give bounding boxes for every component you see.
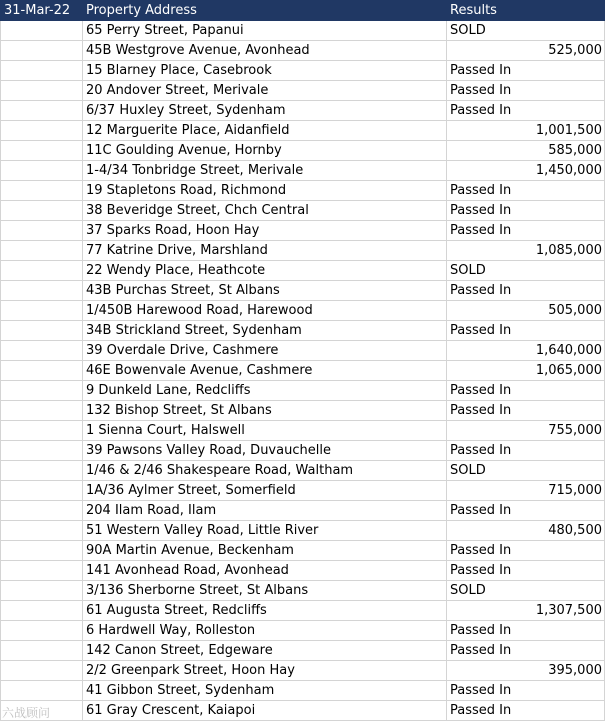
table-row <box>1 101 605 121</box>
address-cell[interactable]: 38 Beveridge Street, Chch Central <box>83 201 447 221</box>
row-blank-cell[interactable] <box>1 261 83 281</box>
result-cell[interactable]: Passed In <box>447 381 605 401</box>
table-row <box>1 461 605 481</box>
address-cell[interactable]: 141 Avonhead Road, Avonhead <box>83 561 447 581</box>
address-cell[interactable]: 2/2 Greenpark Street, Hoon Hay <box>83 661 447 681</box>
table-row <box>1 41 605 61</box>
row-blank-cell[interactable] <box>1 21 83 41</box>
result-cell[interactable]: 1,640,000 <box>447 341 605 361</box>
address-cell[interactable]: 12 Marguerite Place, Aidanfield <box>83 121 447 141</box>
address-cell[interactable]: 41 Gibbon Street, Sydenham <box>83 681 447 701</box>
row-blank-cell[interactable] <box>1 61 83 81</box>
address-cell[interactable]: 37 Sparks Road, Hoon Hay <box>83 221 447 241</box>
table-row <box>1 221 605 241</box>
table-row <box>1 81 605 101</box>
table-row <box>1 261 605 281</box>
address-cell[interactable]: 61 Augusta Street, Redcliffs <box>83 601 447 621</box>
result-cell[interactable]: Passed In <box>447 641 605 661</box>
row-blank-cell[interactable] <box>1 601 83 621</box>
row-blank-cell[interactable] <box>1 441 83 461</box>
address-cell[interactable]: 51 Western Valley Road, Little River <box>83 521 447 541</box>
result-cell[interactable]: SOLD <box>447 461 605 481</box>
table-row <box>1 201 605 221</box>
table-row <box>1 521 605 541</box>
address-cell[interactable]: 6/37 Huxley Street, Sydenham <box>83 101 447 121</box>
table-row <box>1 141 605 161</box>
row-blank-cell[interactable] <box>1 461 83 481</box>
address-cell[interactable]: 65 Perry Street, Papanui <box>83 21 447 41</box>
table-row <box>1 21 605 41</box>
row-blank-cell[interactable] <box>1 621 83 641</box>
table-row <box>1 541 605 561</box>
table-row <box>1 381 605 401</box>
row-blank-cell[interactable] <box>1 361 83 381</box>
result-cell[interactable]: Passed In <box>447 501 605 521</box>
address-cell[interactable]: 3/136 Sherborne Street, St Albans <box>83 581 447 601</box>
address-cell[interactable]: 142 Canon Street, Edgeware <box>83 641 447 661</box>
table-row <box>1 181 605 201</box>
result-cell[interactable]: 1,065,000 <box>447 361 605 381</box>
result-cell[interactable]: Passed In <box>447 201 605 221</box>
header-date-cell[interactable]: 31-Mar-22 <box>1 1 83 21</box>
table-row <box>1 441 605 461</box>
address-cell[interactable]: 34B Strickland Street, Sydenham <box>83 321 447 341</box>
row-blank-cell[interactable] <box>1 161 83 181</box>
address-cell[interactable]: 39 Overdale Drive, Cashmere <box>83 341 447 361</box>
row-blank-cell[interactable] <box>1 121 83 141</box>
table-row <box>1 621 605 641</box>
row-blank-cell[interactable] <box>1 201 83 221</box>
row-blank-cell[interactable] <box>1 281 83 301</box>
address-cell[interactable]: 43B Purchas Street, St Albans <box>83 281 447 301</box>
result-cell[interactable]: Passed In <box>447 561 605 581</box>
row-blank-cell[interactable] <box>1 321 83 341</box>
row-blank-cell[interactable] <box>1 421 83 441</box>
row-blank-cell[interactable] <box>1 101 83 121</box>
result-cell[interactable]: Passed In <box>447 221 605 241</box>
result-cell[interactable]: SOLD <box>447 581 605 601</box>
row-blank-cell[interactable] <box>1 661 83 681</box>
table-row <box>1 701 605 721</box>
address-cell[interactable]: 204 Ilam Road, Ilam <box>83 501 447 521</box>
result-cell[interactable]: Passed In <box>447 321 605 341</box>
watermark-logo: 六战顾问 <box>2 706 51 720</box>
address-cell[interactable]: 15 Blarney Place, Casebrook <box>83 61 447 81</box>
row-blank-cell[interactable] <box>1 541 83 561</box>
address-cell[interactable]: 39 Pawsons Valley Road, Duvauchelle <box>83 441 447 461</box>
result-cell[interactable]: SOLD <box>447 21 605 41</box>
address-cell[interactable]: 1-4/34 Tonbridge Street, Merivale <box>83 161 447 181</box>
result-cell[interactable]: Passed In <box>447 281 605 301</box>
row-blank-cell[interactable] <box>1 701 83 721</box>
address-cell[interactable]: 90A Martin Avenue, Beckenham <box>83 541 447 561</box>
result-cell[interactable]: Passed In <box>447 401 605 421</box>
row-blank-cell[interactable] <box>1 41 83 61</box>
table-row <box>1 321 605 341</box>
address-cell[interactable]: 1/450B Harewood Road, Harewood <box>83 301 447 321</box>
address-cell[interactable]: 22 Wendy Place, Heathcote <box>83 261 447 281</box>
row-blank-cell[interactable] <box>1 561 83 581</box>
table-row <box>1 681 605 701</box>
table-row <box>1 121 605 141</box>
table-row <box>1 281 605 301</box>
result-cell[interactable]: 755,000 <box>447 421 605 441</box>
address-cell[interactable]: 45B Westgrove Avenue, Avonhead <box>83 41 447 61</box>
table-row <box>1 561 605 581</box>
table-row <box>1 161 605 181</box>
address-cell[interactable]: 1A/36 Aylmer Street, Somerfield <box>83 481 447 501</box>
table-row <box>1 481 605 501</box>
result-cell[interactable]: 480,500 <box>447 521 605 541</box>
result-cell[interactable]: Passed In <box>447 701 605 721</box>
address-cell[interactable]: 132 Bishop Street, St Albans <box>83 401 447 421</box>
table-row <box>1 341 605 361</box>
table-row <box>1 361 605 381</box>
row-blank-cell[interactable] <box>1 341 83 361</box>
row-blank-cell[interactable] <box>1 241 83 261</box>
row-blank-cell[interactable] <box>1 641 83 661</box>
table-row <box>1 661 605 681</box>
header-results-cell[interactable]: Results <box>447 1 605 21</box>
table-row <box>1 581 605 601</box>
header-address-cell[interactable]: Property Address <box>83 1 447 21</box>
table-row <box>1 61 605 81</box>
table-row <box>1 601 605 621</box>
result-cell[interactable]: 1,307,500 <box>447 601 605 621</box>
address-cell[interactable]: 19 Stapletons Road, Richmond <box>83 181 447 201</box>
table-row <box>1 401 605 421</box>
result-cell[interactable]: 505,000 <box>447 301 605 321</box>
table-row <box>1 501 605 521</box>
row-blank-cell[interactable] <box>1 81 83 101</box>
result-cell[interactable]: Passed In <box>447 81 605 101</box>
row-blank-cell[interactable] <box>1 221 83 241</box>
result-cell[interactable]: 1,085,000 <box>447 241 605 261</box>
row-blank-cell[interactable] <box>1 181 83 201</box>
result-cell[interactable]: 395,000 <box>447 661 605 681</box>
result-cell[interactable]: 1,450,000 <box>447 161 605 181</box>
row-blank-cell[interactable] <box>1 301 83 321</box>
row-blank-cell[interactable] <box>1 501 83 521</box>
result-cell[interactable]: 715,000 <box>447 481 605 501</box>
result-cell[interactable]: SOLD <box>447 261 605 281</box>
address-cell[interactable]: 20 Andover Street, Merivale <box>83 81 447 101</box>
result-cell[interactable]: Passed In <box>447 181 605 201</box>
header-row <box>1 1 605 21</box>
address-cell[interactable]: 46E Bowenvale Avenue, Cashmere <box>83 361 447 381</box>
row-blank-cell[interactable] <box>1 381 83 401</box>
table-row <box>1 641 605 661</box>
table-row <box>1 301 605 321</box>
address-cell[interactable]: 61 Gray Crescent, Kaiapoi <box>83 701 447 721</box>
row-blank-cell[interactable] <box>1 521 83 541</box>
row-blank-cell[interactable] <box>1 681 83 701</box>
address-cell[interactable]: 1/46 & 2/46 Shakespeare Road, Waltham <box>83 461 447 481</box>
result-cell[interactable]: Passed In <box>447 541 605 561</box>
row-blank-cell[interactable] <box>1 581 83 601</box>
row-blank-cell[interactable] <box>1 481 83 501</box>
result-cell[interactable]: 1,001,500 <box>447 121 605 141</box>
result-cell[interactable]: Passed In <box>447 621 605 641</box>
row-blank-cell[interactable] <box>1 141 83 161</box>
result-cell[interactable]: Passed In <box>447 61 605 81</box>
address-cell[interactable]: 9 Dunkeld Lane, Redcliffs <box>83 381 447 401</box>
address-cell[interactable]: 1 Sienna Court, Halswell <box>83 421 447 441</box>
result-cell[interactable]: 585,000 <box>447 141 605 161</box>
result-cell[interactable]: Passed In <box>447 681 605 701</box>
result-cell[interactable]: Passed In <box>447 441 605 461</box>
row-blank-cell[interactable] <box>1 401 83 421</box>
result-cell[interactable]: Passed In <box>447 101 605 121</box>
address-cell[interactable]: 6 Hardwell Way, Rolleston <box>83 621 447 641</box>
table-row <box>1 421 605 441</box>
result-cell[interactable]: 525,000 <box>447 41 605 61</box>
address-cell[interactable]: 11C Goulding Avenue, Hornby <box>83 141 447 161</box>
address-cell[interactable]: 77 Katrine Drive, Marshland <box>83 241 447 261</box>
table-row <box>1 241 605 261</box>
